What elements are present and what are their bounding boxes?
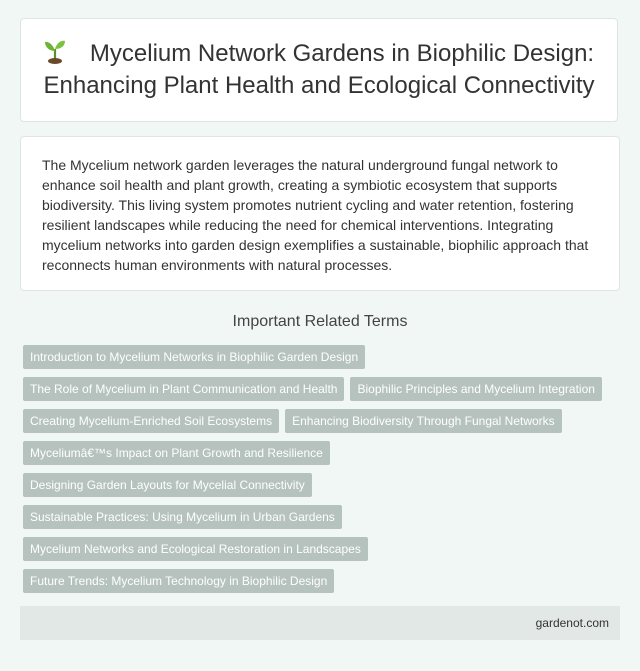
summary-text: The Mycelium network garden leverages the natural underground fungal network to enhance soil health and plant growth, creating a symbiotic ecosystem that supports biodiversity. This living system promotes nutrient cycling and water retention, fostering resilient landscapes while reducing the need for chemical interventions. Integrating mycelium networks into garden design exemplifies a sustainable, biophilic approach that reconnects human environments with natural processes. — [42, 157, 589, 273]
term-row — [23, 441, 623, 465]
page-title-text: Mycelium Network Gardens in Biophilic Design: Enhancing Plant Health and Ecological Connectivity — [43, 40, 595, 99]
term-row — [23, 537, 623, 561]
term-row — [23, 345, 623, 369]
page-title — [21, 38, 617, 102]
term-tag[interactable]: Mycelium Networks and Ecological Restoration in Landscapes — [23, 537, 368, 561]
term-tag[interactable]: Introduction to Mycelium Networks in Biophilic Garden Design — [23, 345, 365, 369]
related-terms-heading: Important Related Terms — [232, 313, 408, 330]
footer-site-link[interactable]: gardenot.com — [535, 616, 609, 630]
term-tag[interactable]: Myceliumâ€™s Impact on Plant Growth and Resilience — [23, 441, 330, 465]
term-row — [23, 473, 623, 497]
term-tag[interactable]: Future Trends: Mycelium Technology in Biophilic Design — [23, 569, 334, 593]
term-tag[interactable]: Biophilic Principles and Mycelium Integration — [350, 377, 601, 401]
term-row — [23, 377, 623, 401]
related-terms-list — [23, 345, 623, 601]
term-tag[interactable]: The Role of Mycelium in Plant Communication and Health — [23, 377, 344, 401]
term-tag[interactable]: Sustainable Practices: Using Mycelium in Urban Gardens — [23, 505, 342, 529]
summary-card — [20, 136, 620, 291]
term-tag[interactable]: Designing Garden Layouts for Mycelial Connectivity — [23, 473, 312, 497]
term-tag[interactable]: Creating Mycelium-Enriched Soil Ecosystems — [23, 409, 279, 433]
term-row — [23, 569, 623, 593]
footer — [20, 606, 620, 640]
term-row — [23, 505, 623, 529]
term-row — [23, 409, 623, 433]
seedling-icon — [44, 38, 66, 64]
title-card — [20, 18, 618, 122]
term-tag[interactable]: Enhancing Biodiversity Through Fungal Networks — [285, 409, 562, 433]
